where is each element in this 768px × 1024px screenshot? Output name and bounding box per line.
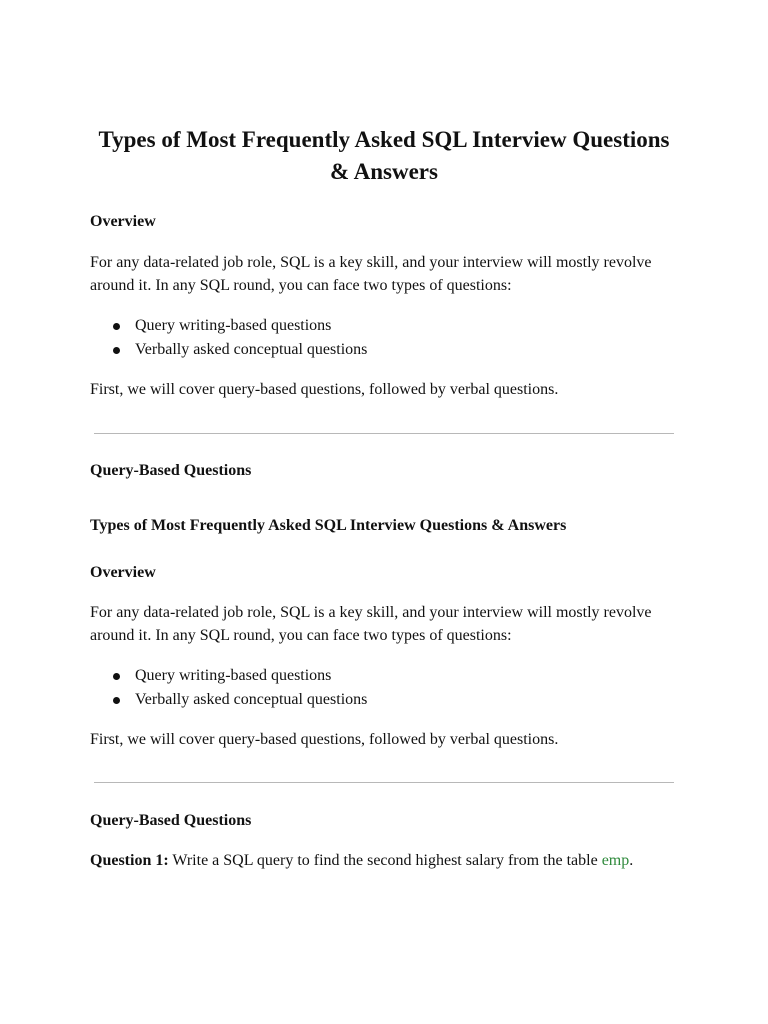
- document-title: Types of Most Frequently Asked SQL Interview Questions & Answers: [98, 127, 670, 184]
- closing-paragraph: First, we will cover query-based questions, followed by verbal questions.: [90, 731, 559, 748]
- overview-heading: Overview: [90, 213, 156, 230]
- list-item-text: Verbally asked conceptual questions: [135, 341, 368, 358]
- list-item-text: Verbally asked conceptual questions: [135, 691, 368, 708]
- table-name-code: emp: [601, 852, 630, 869]
- question-1-end: .: [629, 852, 634, 869]
- question-types-list: [90, 664, 367, 712]
- question-1-text: Write a SQL query to find the second highest salary from the table: [168, 852, 602, 869]
- horizontal-divider: [94, 433, 674, 434]
- list-item-text: Query writing-based questions: [135, 667, 332, 684]
- horizontal-divider: [94, 782, 674, 783]
- question-1-paragraph: [90, 849, 670, 872]
- bullet-icon: [113, 697, 120, 704]
- closing-paragraph: First, we will cover query-based questions, followed by verbal questions.: [90, 381, 559, 398]
- intro-paragraph: For any data-related job role, SQL is a key skill, and your interview will mostly revolve around it. In any SQL round, you can face two types of questions:: [90, 254, 652, 294]
- list-item: [90, 314, 367, 338]
- query-based-heading: Query-Based Questions: [90, 462, 252, 479]
- question-1-label: Question 1:: [90, 852, 169, 869]
- question-types-list: [90, 314, 367, 362]
- repeated-title-heading: Types of Most Frequently Asked SQL Interview Questions & Answers: [90, 517, 567, 534]
- list-item: [90, 688, 367, 712]
- query-based-heading: Query-Based Questions: [90, 812, 252, 829]
- bullet-icon: [113, 347, 120, 354]
- intro-paragraph: For any data-related job role, SQL is a key skill, and your interview will mostly revolve around it. In any SQL round, you can face two types of questions:: [90, 604, 652, 644]
- bullet-icon: [113, 673, 120, 680]
- bullet-icon: [113, 323, 120, 330]
- list-item-text: Query writing-based questions: [135, 317, 332, 334]
- overview-heading: Overview: [90, 564, 156, 581]
- list-item: [90, 664, 367, 688]
- list-item: [90, 338, 367, 362]
